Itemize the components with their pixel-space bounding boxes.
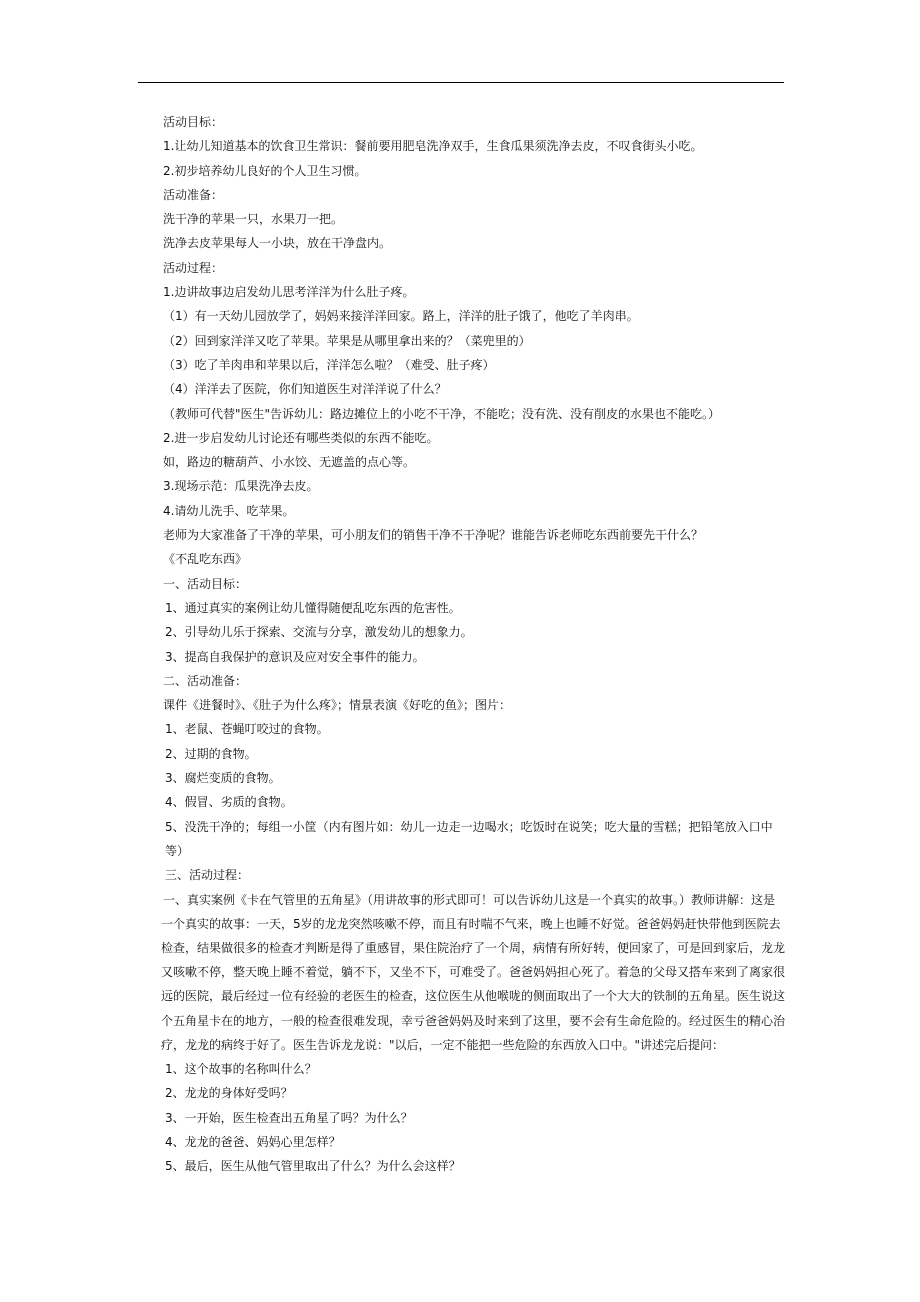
preparation-heading: 活动准备： <box>163 187 224 202</box>
preparation-item-2: 洗净去皮苹果每人一小块，放在干净盘内。 <box>163 236 392 251</box>
story-point-4: （4）洋洋去了医院，你们知道医生对洋洋说了什么？ <box>163 382 447 397</box>
objective-2: 2、引导幼儿乐于探索、交流与分享，激发幼儿的想象力。 <box>165 625 473 640</box>
question-2: 2、龙龙的身体好受吗？ <box>165 1086 293 1101</box>
material-2: 2、过期的食物。 <box>165 746 257 761</box>
section-2-heading: 二、活动准备： <box>163 673 248 688</box>
question-4: 4、龙龙的爸爸、妈妈心里怎样？ <box>165 1134 341 1149</box>
material-1: 1、老鼠、苍蝇叮咬过的食物。 <box>165 722 329 737</box>
question-5: 5、最后，医生从他气管里取出了什么？为什么会这样？ <box>165 1159 461 1174</box>
teacher-note: （教师可代替"医生"告诉幼儿：路边摊位上的小吃不干净，不能吃；没有洗、没有削皮的水果也不能吃。） <box>163 406 721 421</box>
activity-goal-heading: 活动目标： <box>163 115 224 129</box>
lesson-title: 《不乱吃东西》 <box>163 552 248 567</box>
process-heading: 活动过程： <box>163 260 224 275</box>
material-3: 3、腐烂变质的食物。 <box>165 771 281 786</box>
header-rule <box>138 82 784 83</box>
story-point-1: （1）有一天幼儿园放学了，妈妈来接洋洋回家。路上，洋洋的肚子饿了，他吃了羊肉串。 <box>163 309 639 324</box>
document-body <box>163 110 788 1178</box>
objective-3: 3、提高自我保护的意识及应对安全事件的能力。 <box>165 649 425 664</box>
process-step-2: 2.进一步启发幼儿讨论还有哪些类似的东西不能吃。 <box>163 430 439 445</box>
preparation-item-1: 洗干净的苹果一只，水果刀一把。 <box>163 212 344 227</box>
objective-1: 1、通过真实的案例让幼儿懂得随便乱吃东西的危害性。 <box>165 600 461 615</box>
question-1: 1、这个故事的名称叫什么？ <box>165 1061 317 1076</box>
teacher-question: 老师为大家准备了干净的苹果，可小朋友们的销售干净不干净呢？谁能告诉老师吃东西前要先干什么？ <box>163 528 704 543</box>
story-point-2: （2）回到家洋洋又吃了苹果。苹果是从哪里拿出来的？（菜兜里的） <box>163 333 531 348</box>
process-step-3: 3.现场示范：瓜果洗净去皮。 <box>163 479 319 494</box>
story-paragraph <box>161 888 785 1057</box>
process-step-1: 1.边讲故事边启发幼儿思考洋洋为什么肚子疼。 <box>163 285 415 300</box>
question-3: 3、一开始，医生检查出五角星了吗？为什么？ <box>165 1110 413 1125</box>
process-step-4: 4.请幼儿洗手、吃苹果。 <box>163 503 295 518</box>
materials-line: 课件《进餐时》、《肚子为什么疼》；情景表演《好吃的鱼》；图片： <box>163 698 512 713</box>
example-line: 如，路边的糖葫芦、小水饺、无遮盖的点心等。 <box>163 455 416 470</box>
material-5: 5、没洗干净的；每组一小筐（内有图片如：幼儿一边走一边喝水；吃饭时在说笑；吃大量的雪糕；把铅笔放入口中等） <box>165 819 773 858</box>
section-3-heading: 三、活动过程： <box>165 868 250 883</box>
section-1-heading: 一、活动目标： <box>163 576 248 591</box>
goal-item-2: 2.初步培养幼儿良好的个人卫生习惯。 <box>163 163 367 178</box>
material-4: 4、假冒、劣质的食物。 <box>165 795 293 810</box>
goal-item-1: 1.让幼儿知道基本的饮食卫生常识：餐前要用肥皂洗净双手，生食瓜果须洗净去皮，不叹食街头小吃。 <box>163 139 703 154</box>
story-paragraph-text: 一、真实案例《卡在气管里的五角星》（用讲故事的形式即可！可以告诉幼儿这是一个真实的故事。）教师讲解：这是一个真实的故事：一天，5岁的龙龙突然咳嗽不停，而且有时喘不气来，晚上也睡不好觉。爸爸妈妈赶快带他到医院去检查，结果做很多的检查才判断是得了重感冒，果住院治疗了一个周，病情有所好转，便回家了，可是回到家后，龙龙又咳嗽不停，整天晚上睡不着觉，躺不下，又坐不下，可难受了。爸爸妈妈担心死了。着急的父母又搭车来到了离家很远的医院，最后经过一位有经验的老医生的检查，这位医生从他喉咙的侧面取出了一个大大的铁制的五角星。医生说这个五角星卡在的地方，一般的检查很难发现，幸亏爸爸妈妈及时来到了这里，要不会有生命危险的。经过医生的精心治疗，龙龙的病终于好了。医生告诉龙龙说："以后，一定不能把一些危险的东西放入口中。"讲述完后提问： <box>161 892 786 1052</box>
story-point-3: （3）吃了羊肉串和苹果以后，洋洋怎么啦？（难受、肚子疼） <box>163 357 495 372</box>
